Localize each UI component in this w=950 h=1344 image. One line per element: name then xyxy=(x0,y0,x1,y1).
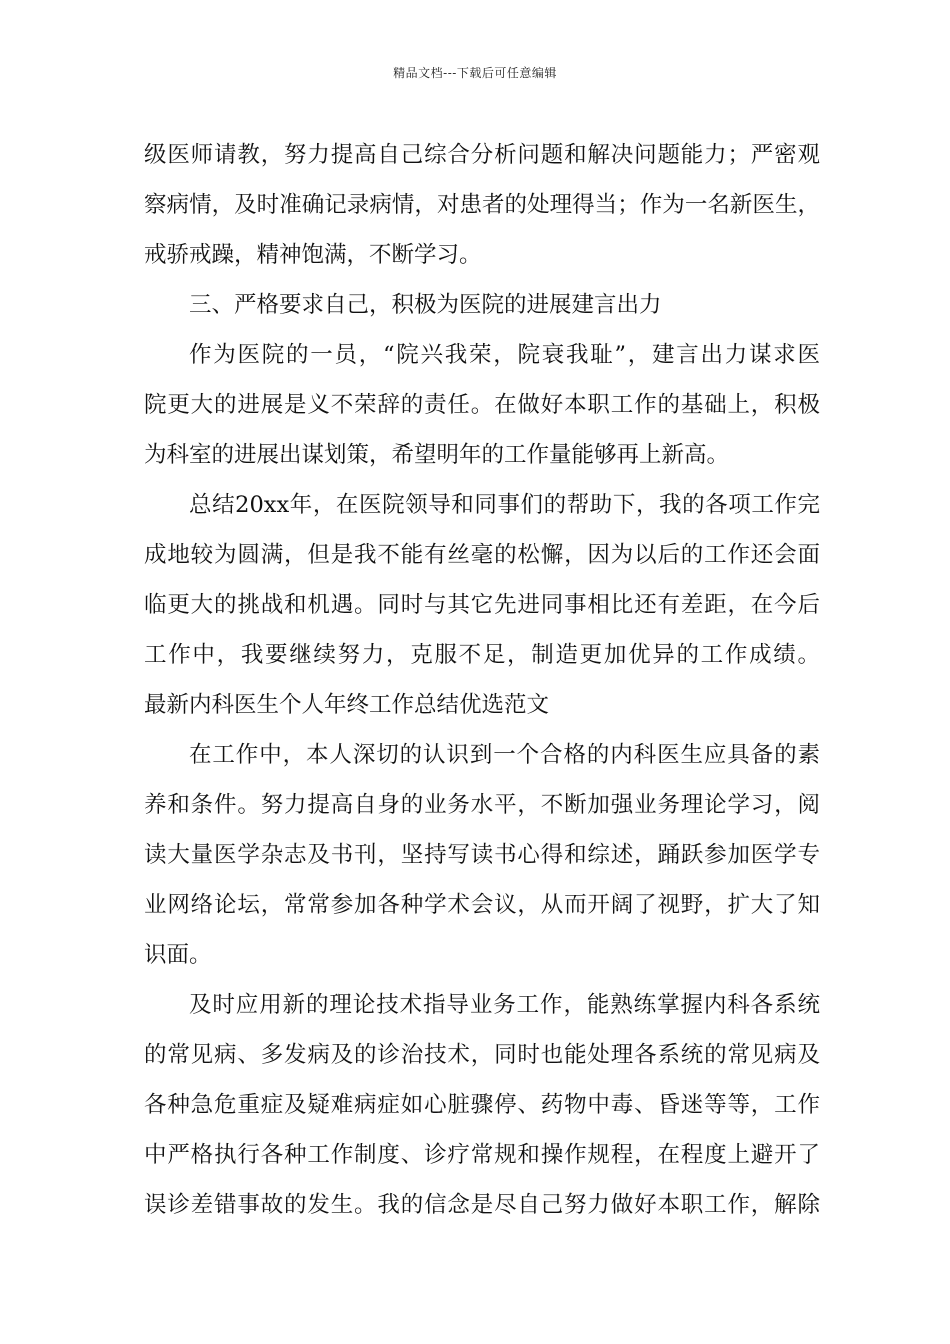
text-line: 读大量医学杂志及书刊，坚持写读书心得和综述，踊跃参加医学专 xyxy=(144,842,820,868)
text-line: 作为医院的一员，“院兴我荣，院衰我耻”，建言出力谋求医 xyxy=(189,342,820,368)
text-line: 及时应用新的理论技术指导业务工作，能熟练掌握内科各系统 xyxy=(189,992,820,1018)
text-line: 养和条件。努力提高自身的业务水平，不断加强业务理论学习，阅 xyxy=(144,792,820,818)
text-line: 的常见病、多发病及的诊治技术，同时也能处理各系统的常见病及 xyxy=(144,1042,820,1068)
section-heading: 三、严格要求自己，积极为医院的进展建言出力 xyxy=(189,292,662,318)
text-line: 各种急危重症及疑难病症如心脏骤停、药物中毒、昏迷等等，工作 xyxy=(144,1092,820,1118)
document-body xyxy=(144,130,820,1230)
text-line: 误诊差错事故的发生。我的信念是尽自己努力做好本职工作，解除 xyxy=(144,1192,820,1218)
text-line: 戒骄戒躁，精神饱满，不断学习。 xyxy=(144,242,482,268)
text-line: 临更大的挑战和机遇。同时与其它先进同事相比还有差距，在今后 xyxy=(144,592,820,618)
text-line: 在工作中，本人深切的认识到一个合格的内科医生应具备的素 xyxy=(189,742,820,768)
text-line: 为科室的进展出谋划策，希望明年的工作量能够再上新高。 xyxy=(144,442,730,468)
text-line: 级医师请教，努力提高自己综合分析问题和解决问题能力；严密观 xyxy=(144,142,820,168)
document-title: 最新内科医生个人年终工作总结优选范文 xyxy=(144,692,550,718)
text-line: 成地较为圆满，但是我不能有丝毫的松懈，因为以后的工作还会面 xyxy=(144,542,820,568)
text-line: 业网络论坛，常常参加各种学术会议，从而开阔了视野，扩大了知 xyxy=(144,892,820,918)
text-line: 工作中，我要继续努力，克服不足，制造更加优异的工作成绩。 xyxy=(144,642,820,668)
text-line: 察病情，及时准确记录病情，对患者的处理得当；作为一名新医生， xyxy=(144,192,820,218)
text-line: 中严格执行各种工作制度、诊疗常规和操作规程，在程度上避开了 xyxy=(144,1142,820,1168)
text-line: 识面。 xyxy=(144,942,212,968)
text-line: 院更大的进展是义不荣辞的责任。在做好本职工作的基础上，积极 xyxy=(144,392,820,418)
text-line: 总结20xx年，在医院领导和同事们的帮助下，我的各项工作完 xyxy=(189,492,820,518)
page-header: 精品文档---下载后可任意编辑 xyxy=(393,66,557,80)
